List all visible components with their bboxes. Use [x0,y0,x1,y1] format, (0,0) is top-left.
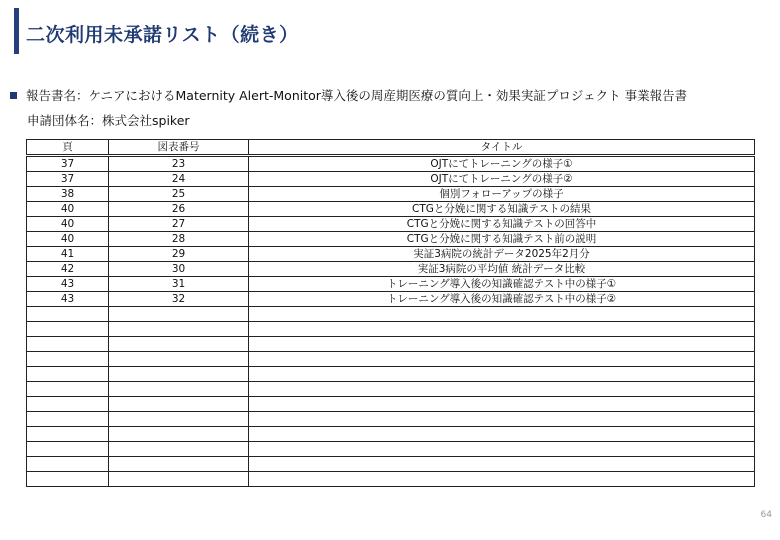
table-row [27,247,755,262]
cell-page: 40 [27,232,109,247]
cell-title: CTGと分娩に関する知識テスト前の説明 [249,232,755,247]
cell-figure-number: 23 [109,156,249,172]
cell-page [27,337,109,352]
cell-figure-number [109,337,249,352]
table-row [27,292,755,307]
cell-page [27,352,109,367]
cell-figure-number: 25 [109,187,249,202]
cell-figure-number [109,457,249,472]
cell-page [27,322,109,337]
cell-figure-number: 29 [109,247,249,262]
cell-title [249,367,755,382]
table-row [27,322,755,337]
square-bullet-icon [10,92,17,99]
cell-figure-number: 32 [109,292,249,307]
cell-figure-number [109,382,249,397]
cell-title [249,397,755,412]
table-row [27,397,755,412]
cell-page [27,457,109,472]
table-row [27,352,755,367]
column-header-title: タイトル [249,140,755,156]
cell-page [27,412,109,427]
cell-page [27,397,109,412]
cell-figure-number [109,412,249,427]
cell-figure-number [109,367,249,382]
cell-page: 43 [27,277,109,292]
cell-title [249,382,755,397]
table-row [27,412,755,427]
cell-figure-number [109,397,249,412]
title-accent-bar [14,8,19,54]
cell-figure-number: 26 [109,202,249,217]
table-row [27,367,755,382]
cell-title: トレーニング導入後の知識確認テスト中の様子① [249,277,755,292]
cell-page [27,472,109,487]
table-body [27,156,755,487]
cell-figure-number [109,307,249,322]
cell-page: 42 [27,262,109,277]
table-row [27,232,755,247]
cell-figure-number: 28 [109,232,249,247]
table-row [27,472,755,487]
cell-title [249,442,755,457]
cell-page: 41 [27,247,109,262]
cell-title: 実証3病院の平均値 統計データ比較 [249,262,755,277]
cell-title: トレーニング導入後の知識確認テスト中の様子② [249,292,755,307]
cell-title [249,337,755,352]
cell-title: OJTにてトレーニングの様子① [249,156,755,172]
cell-title: CTGと分娩に関する知識テストの結果 [249,202,755,217]
cell-page: 38 [27,187,109,202]
cell-title [249,427,755,442]
cell-title [249,457,755,472]
cell-figure-number [109,322,249,337]
table-row [27,442,755,457]
table-row [27,202,755,217]
cell-title [249,307,755,322]
cell-title: 個別フォローアップの様子 [249,187,755,202]
cell-title: OJTにてトレーニングの様子② [249,172,755,187]
cell-page [27,442,109,457]
cell-figure-number [109,442,249,457]
table-row [27,172,755,187]
cell-figure-number [109,472,249,487]
cell-page [27,367,109,382]
cell-title: CTGと分娩に関する知識テストの回答中 [249,217,755,232]
cell-page [27,307,109,322]
applicant-name: 申請団体名：株式会社spiker [27,113,190,128]
table-row [27,307,755,322]
table-row [27,262,755,277]
cell-title [249,352,755,367]
page-title: 二次利用未承諾リスト（続き） [26,24,299,46]
table-row [27,457,755,472]
table-row [27,217,755,232]
table-row [27,337,755,352]
unapproved-list-table [26,139,755,487]
cell-figure-number: 27 [109,217,249,232]
cell-page: 43 [27,292,109,307]
table-row [27,427,755,442]
cell-title: 実証3病院の統計データ2025年2月分 [249,247,755,262]
table-row [27,187,755,202]
cell-page [27,427,109,442]
table-row [27,156,755,172]
page-number: 64 [760,510,772,520]
cell-figure-number: 30 [109,262,249,277]
cell-page: 40 [27,202,109,217]
cell-figure-number [109,352,249,367]
table-header-row [27,140,755,156]
cell-figure-number: 24 [109,172,249,187]
table-row [27,277,755,292]
report-name-line [10,86,687,104]
table-row [27,382,755,397]
column-header-figure-number: 図表番号 [109,140,249,156]
cell-title [249,472,755,487]
cell-page: 37 [27,156,109,172]
cell-title [249,322,755,337]
cell-page [27,382,109,397]
report-name: 報告書名：ケニアにおけるMaternity Alert-Monitor導入後の周産期医療の質向上・効果実証プロジェクト 事業報告書 [26,88,688,103]
cell-figure-number [109,427,249,442]
cell-page: 37 [27,172,109,187]
cell-page: 40 [27,217,109,232]
cell-title [249,412,755,427]
column-header-page: 頁 [27,140,109,156]
cell-figure-number: 31 [109,277,249,292]
